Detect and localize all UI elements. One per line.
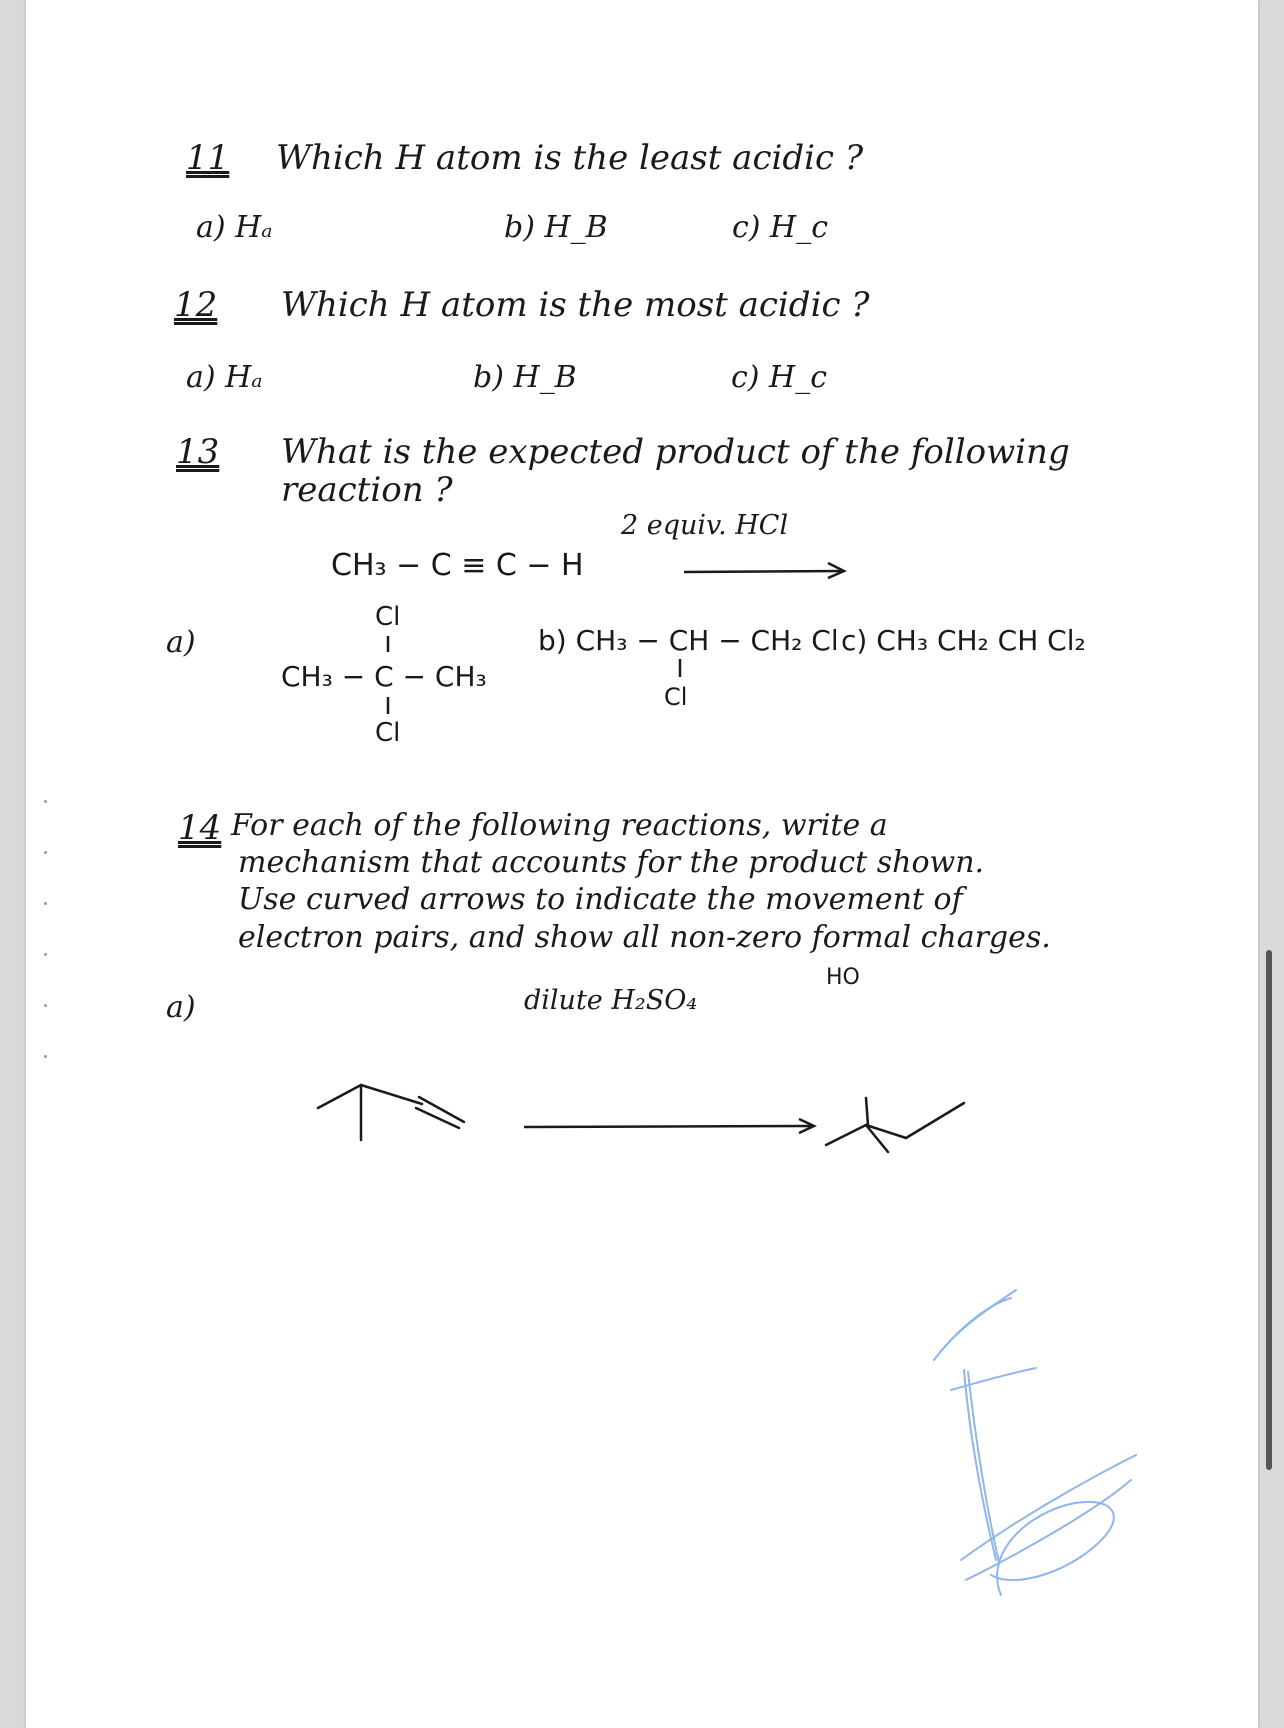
- q14-number: 14: [178, 808, 222, 848]
- q14-product-group: HO: [826, 965, 860, 990]
- q14-line3: Use curved arrows to indicate the movement of: [238, 882, 963, 917]
- q14-reagent: dilute H₂SO₄: [524, 985, 698, 1016]
- q13-number: 13: [176, 432, 220, 472]
- vertical-scrollbar[interactable]: [1266, 950, 1272, 1470]
- q11-number: 11: [186, 138, 230, 178]
- q14-line1: For each of the following reactions, write a: [231, 808, 888, 843]
- q14-line4: electron pairs, and show all non-zero formal charges.: [238, 920, 1051, 955]
- pencil-scribble: [934, 1290, 1136, 1595]
- q14-option-a-label: a): [166, 990, 196, 1025]
- q13-option-a-main: CH₃ − C − CH₃: [281, 660, 487, 693]
- q12-option-a: a) Hₐ: [186, 360, 263, 395]
- q12-number: 12: [174, 285, 218, 325]
- q13-reactant: CH₃ − C ≡ C − H: [331, 548, 584, 583]
- q12-option-b: b) H_B: [473, 360, 577, 395]
- handwritten-strokes: [26, 0, 1258, 1728]
- q13-question: What is the expected product of the following: [281, 432, 1070, 472]
- q13-reagent: 2 equiv. HCl: [621, 510, 789, 541]
- q12-option-c: c) H_c: [731, 360, 828, 395]
- q11-option-c: c) H_c: [732, 210, 829, 245]
- q14-line2: mechanism that accounts for the product shown.: [238, 845, 985, 880]
- q13-option-b: b) CH₃ − CH − CH₂ Cl: [538, 624, 839, 657]
- margin-dots: [44, 800, 48, 1106]
- q12-question: Which H atom is the most acidic ?: [281, 285, 870, 325]
- q13-option-a-top: Cl: [375, 602, 401, 632]
- document-page: [26, 0, 1258, 1728]
- q11-option-b: b) H_B: [504, 210, 608, 245]
- q13-option-a-bottom: Cl: [375, 718, 401, 748]
- q13-question-cont: reaction ?: [281, 470, 453, 510]
- q14-reaction-arrow: [524, 1119, 814, 1133]
- q13-option-c: c) CH₃ CH₂ CH Cl₂: [841, 624, 1086, 657]
- q14-product-structure: [826, 1098, 964, 1152]
- q14-reactant-structure: [318, 1085, 464, 1140]
- q13-reaction-arrow: [684, 563, 844, 578]
- q11-question: Which H atom is the least acidic ?: [276, 138, 864, 178]
- q13-option-a-label: a): [166, 625, 196, 660]
- q11-option-a: a) Hₐ: [196, 210, 273, 245]
- q13-option-b-sub: Cl: [664, 683, 688, 711]
